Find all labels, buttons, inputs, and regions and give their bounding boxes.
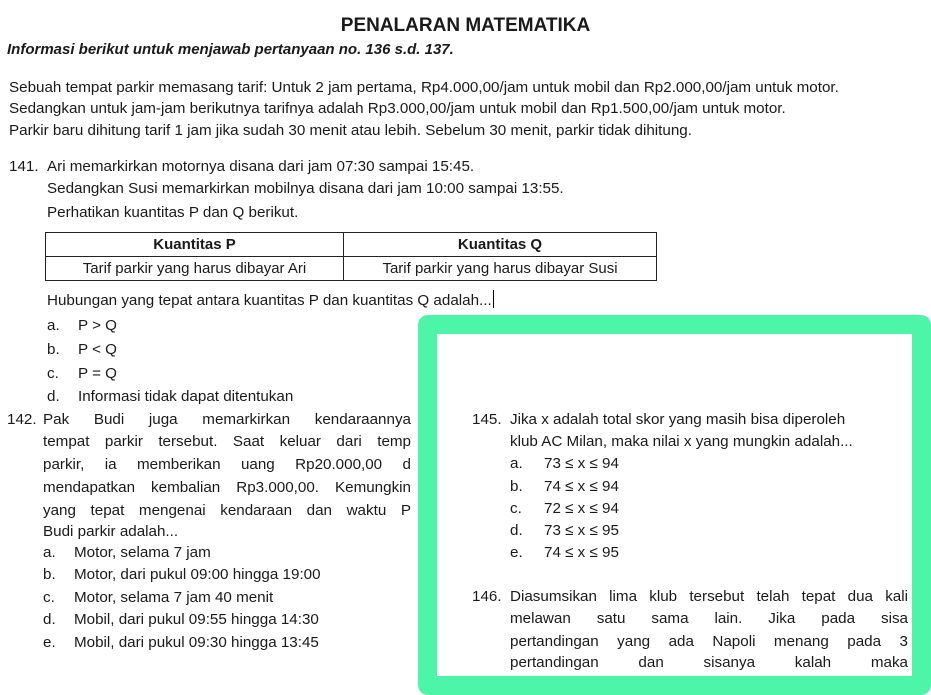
highlight-frame [418, 315, 931, 695]
q142-option-e-letter: e. [43, 634, 56, 651]
q141-option-b: P < Q [78, 341, 117, 358]
quantity-p-header: Kuantitas P [46, 233, 344, 257]
q142-option-d: Mobil, dari pukul 09:55 hingga 14:30 [74, 611, 319, 628]
q141-option-c: P = Q [78, 365, 117, 382]
q142-line-5-wrap [43, 501, 411, 521]
q142-option-c: Motor, selama 7 jam 40 menit [74, 589, 274, 606]
q141-line-2: Sedangkan Susi memarkirkan mobilnya disana dari jam 10:00 sampai 13:55. [47, 180, 564, 197]
info-heading: Informasi berikut untuk menjawab pertanyaan no. 136 s.d. 137. [7, 41, 454, 58]
q142-line-1: Pak Budi juga memarkirkan kendaraannya [43, 411, 411, 428]
q145-option-a: 73 ≤ x ≤ 94 [544, 455, 619, 472]
q142-line-2-wrap [43, 432, 411, 452]
q141-line-1: Ari memarkirkan motornya disana dari jam 07:30 sampai 15:45. [47, 158, 475, 175]
q146-number: 146. [472, 588, 502, 605]
text-cursor [493, 290, 494, 308]
q141-option-b-letter: b. [47, 341, 60, 358]
q142-option-a-letter: a. [43, 544, 56, 561]
q142-option-b-letter: b. [43, 566, 56, 583]
q141-option-a: P > Q [78, 317, 117, 334]
q142-line-4: mendapatkan kembalian Rp3.000,00. Kemungkin [43, 479, 411, 496]
q141-option-d: Informasi tidak dapat ditentukan [78, 388, 294, 405]
q145-number: 145. [472, 411, 502, 428]
q145-option-b: 74 ≤ x ≤ 94 [544, 478, 619, 495]
q142-option-b: Motor, dari pukul 09:00 hingga 19:00 [74, 566, 321, 583]
q146-line-4: pertandingan dan sisanya kalah maka [510, 654, 908, 671]
intro-line-1: Sebuah tempat parkir memasang tarif: Untuk 2 jam pertama, Rp4.000,00/jam untuk mobil dan Rp2.000,00/jam untuk motor. [9, 79, 839, 96]
q141-question[interactable] [47, 290, 494, 311]
q145-option-d: 73 ≤ x ≤ 95 [544, 522, 619, 539]
q146-line-3: pertandingan yang ada Napoli menang pada 3 [510, 633, 908, 650]
q142-line-6: Budi parkir adalah... [43, 523, 179, 540]
q145-option-b-letter: b. [510, 478, 523, 495]
q145-option-c-letter: c. [510, 500, 522, 517]
q142-line-3: parkir, ia memberikan uang Rp20.000,00 d [43, 456, 411, 473]
q146-line-1: Diasumsikan lima klub tersebut telah tepat dua kali [510, 588, 908, 605]
q142-line-2: tempat parkir tersebut. Saat keluar dari temp [43, 433, 411, 450]
q145-option-e: 74 ≤ x ≤ 95 [544, 544, 619, 561]
q145-line-1: Jika x adalah total skor yang masih bisa diperoleh [510, 411, 846, 428]
q145-line-2: klub AC Milan, maka nilai x yang mungkin adalah... [510, 433, 853, 450]
q142-line-5: yang tepat mengenai kendaraan dan waktu P [43, 502, 411, 519]
q141-option-d-letter: d. [47, 388, 60, 405]
q145-option-d-letter: d. [510, 522, 523, 539]
page-title: PENALARAN MATEMATIKA [340, 15, 591, 36]
q142-number: 142. [7, 411, 37, 428]
quantity-q-header: Kuantitas Q [344, 233, 657, 257]
q142-line-3-wrap [43, 455, 411, 475]
q142-option-c-letter: c. [43, 589, 55, 606]
q141-line-3: Perhatikan kuantitas P dan Q berikut. [47, 204, 299, 221]
q142-line-1-wrap [43, 410, 411, 430]
q142-line-4-wrap [43, 478, 411, 498]
q141-option-a-letter: a. [47, 317, 60, 334]
intro-line-3: Parkir baru dihitung tarif 1 jam jika sudah 30 menit atau lebih. Sebelum 30 menit, parkir tidak dihitung. [9, 122, 692, 139]
q142-option-d-letter: d. [43, 611, 56, 628]
intro-line-2: Sedangkan untuk jam-jam berikutnya tarifnya adalah Rp3.000,00/jam untuk mobil dan Rp1.500,00/jam untuk motor. [9, 100, 786, 117]
q146-line-2: melawan satu sama lain. Jika pada sisa [510, 610, 908, 627]
q141-number: 141. [9, 158, 39, 175]
quantity-p-value: Tarif parkir yang harus dibayar Ari [46, 257, 344, 281]
q145-option-a-letter: a. [510, 455, 523, 472]
quantity-table [45, 232, 657, 281]
q142-option-e: Mobil, dari pukul 09:30 hingga 13:45 [74, 634, 319, 651]
q145-option-c: 72 ≤ x ≤ 94 [544, 500, 619, 517]
q142-option-a: Motor, selama 7 jam [74, 544, 211, 561]
q141-question-text: Hubungan yang tepat antara kuantitas P dan kuantitas Q adalah... [47, 292, 492, 309]
q145-option-e-letter: e. [510, 544, 523, 561]
quantity-q-value: Tarif parkir yang harus dibayar Susi [344, 257, 657, 281]
q141-option-c-letter: c. [47, 365, 59, 382]
